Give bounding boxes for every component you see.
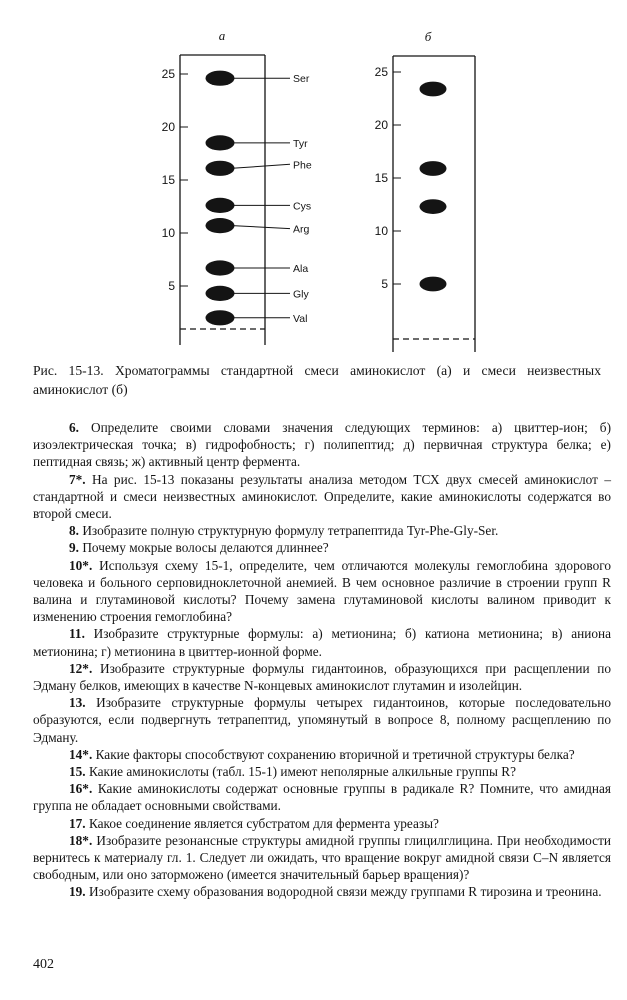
amino-acid-label-ala: Ala <box>293 263 309 275</box>
question-number: 10*. <box>69 557 93 573</box>
question-text: Изобразите полную структурную формулу тетрапептида Tyr-Phe-Gly-Ser. <box>82 523 499 539</box>
question-number: 11. <box>69 626 85 642</box>
tick-label: 20 <box>161 120 175 134</box>
amino-acid-label-val: Val <box>293 312 308 325</box>
question-text: Какие аминокислоты (табл. 15-1) имеют неполярные алкильные группы R? <box>88 764 516 780</box>
tick-label: 15 <box>374 171 388 185</box>
spot-spot-3 <box>420 199 447 214</box>
spot-ala <box>206 260 235 275</box>
amino-acid-label-gly: Gly <box>293 288 309 301</box>
page-number: 402 <box>33 957 54 972</box>
chromatogram-figure <box>0 0 627 360</box>
amino-acid-label-arg: Arg <box>293 223 310 236</box>
question-item <box>33 694 611 746</box>
question-number: 13. <box>69 695 86 711</box>
question-text: Какие факторы способствуют сохранению вторичной и третичной структуры белка? <box>95 746 575 762</box>
tick-label: 5 <box>381 277 388 291</box>
question-item <box>33 419 611 471</box>
question-text: Какое соединение является субстратом для фермента уреазы? <box>88 815 439 831</box>
tick-label: 15 <box>161 173 175 187</box>
spot-val <box>206 310 235 325</box>
spot-gly <box>206 286 235 301</box>
question-number: 16*. <box>69 781 93 797</box>
tick-label: 10 <box>374 224 388 238</box>
tick-label: 10 <box>161 226 175 240</box>
leader-line-arg <box>233 226 291 229</box>
question-number: 15. <box>69 764 86 780</box>
tick-label: 5 <box>168 279 175 293</box>
amino-acid-label-ser: Ser <box>293 73 310 86</box>
panel-a-label: а <box>218 28 226 43</box>
amino-acid-label-tyr: Tyr <box>293 137 308 150</box>
spot-ser <box>206 71 235 86</box>
question-number: 12*. <box>69 660 93 676</box>
question-text: Изобразите схему образования водородной связи между группами R тирозина и треонина. <box>88 884 602 900</box>
question-text: На рис. 15-13 показаны результаты анализа методом ТСХ двух смесей аминокислот – стандартной и смеси неизвестных аминокислот. Определите, какие аминокислоты содержатся во второй смеси. <box>33 471 611 522</box>
panel-b-label: б <box>424 29 432 44</box>
figure-caption: Рис. 15-13. Хроматограммы стандартной смеси аминокислот (а) и смеси неизвестных аминокислот (б) <box>33 363 601 397</box>
question-number: 7*. <box>69 471 86 487</box>
question-number: 19. <box>69 884 86 900</box>
question-text: Изобразите резонансные структуры амидной группы глицилглицина. При необходимости вернитесь к материалу гл. 1. Следует ли ожидать, что вращение вокруг амидной связи C–N является свободным, или оно заторможено (имеется значительный барьер вращения)? <box>33 832 611 883</box>
question-item <box>33 832 611 884</box>
amino-acid-label-phe: Phe <box>293 159 312 172</box>
spots-panel-b <box>420 82 447 292</box>
question-item <box>33 660 611 694</box>
question-item <box>33 780 611 814</box>
question-item <box>33 522 611 539</box>
question-number: 9. <box>69 540 79 556</box>
leader-line-phe <box>233 164 291 168</box>
question-item <box>33 883 611 900</box>
question-number: 18*. <box>69 832 93 848</box>
question-item <box>33 625 611 659</box>
question-text: Определите своими словами значения следующих терминов: а) цвиттер-ион; б) изоэлектрическая точка; в) гидрофобность; г) полипептид; д) первичная структура белка; е) пептидная связь; ж) активный центр фермента. <box>33 420 611 470</box>
spots-panel-a <box>206 71 312 326</box>
question-number: 14*. <box>69 746 93 762</box>
question-text: Изобразите структурные формулы: а) метионина; б) катиона метионина; в) аниона метионина; г) метионина в цвиттер-ионной форме. <box>33 626 612 659</box>
question-text: Почему мокрые волосы делаются длиннее? <box>82 540 329 556</box>
spot-spot-1 <box>420 82 447 97</box>
spot-tyr <box>206 135 235 150</box>
questions-list <box>33 419 611 901</box>
question-number: 6. <box>69 420 79 435</box>
question-text: Изобразите структурные формулы гидантоинов, образующихся при расщеплении по Эдману белков, имеющих в качестве N-концевых аминокислот глутамин и изолейцин. <box>33 660 612 694</box>
spot-phe <box>206 161 235 176</box>
question-number: 17. <box>69 815 86 831</box>
spot-spot-2 <box>420 161 447 176</box>
question-text: Какие аминокислоты содержат основные группы в радикале R? Помните, что амидная группа не обладает основными свойствами. <box>33 781 611 814</box>
question-text: Используя схему 15-1, определите, чем отличаются молекулы гемоглобина здорового человека и больного серповидноклеточной анемией. В чем основное различие в строении групп R валина и глутаминовой кислоты? Почему замена глутаминовой кислоты валином приводит к изменению строения гемоглобина? <box>33 557 611 625</box>
question-item <box>33 746 611 763</box>
question-item <box>33 557 611 626</box>
question-text: Изобразите структурные формулы четырех гидантоинов, которые последовательно образуются, если подвергнуть тетрапептид, упомянутый в вопросе 8, полному расщеплению по Эдману. <box>33 695 612 745</box>
spot-spot-4 <box>420 277 447 292</box>
question-number: 8. <box>69 523 79 539</box>
question-item <box>33 539 611 556</box>
y-axis-a <box>162 67 188 293</box>
question-item <box>33 763 611 780</box>
tick-label: 25 <box>161 67 175 81</box>
spot-cys <box>206 198 235 213</box>
question-item <box>33 815 611 832</box>
spot-arg <box>206 218 235 233</box>
tick-label: 25 <box>374 65 388 79</box>
question-item <box>33 471 611 523</box>
y-axis-b <box>375 65 401 291</box>
tick-label: 20 <box>374 118 388 132</box>
amino-acid-label-cys: Cys <box>293 200 312 213</box>
